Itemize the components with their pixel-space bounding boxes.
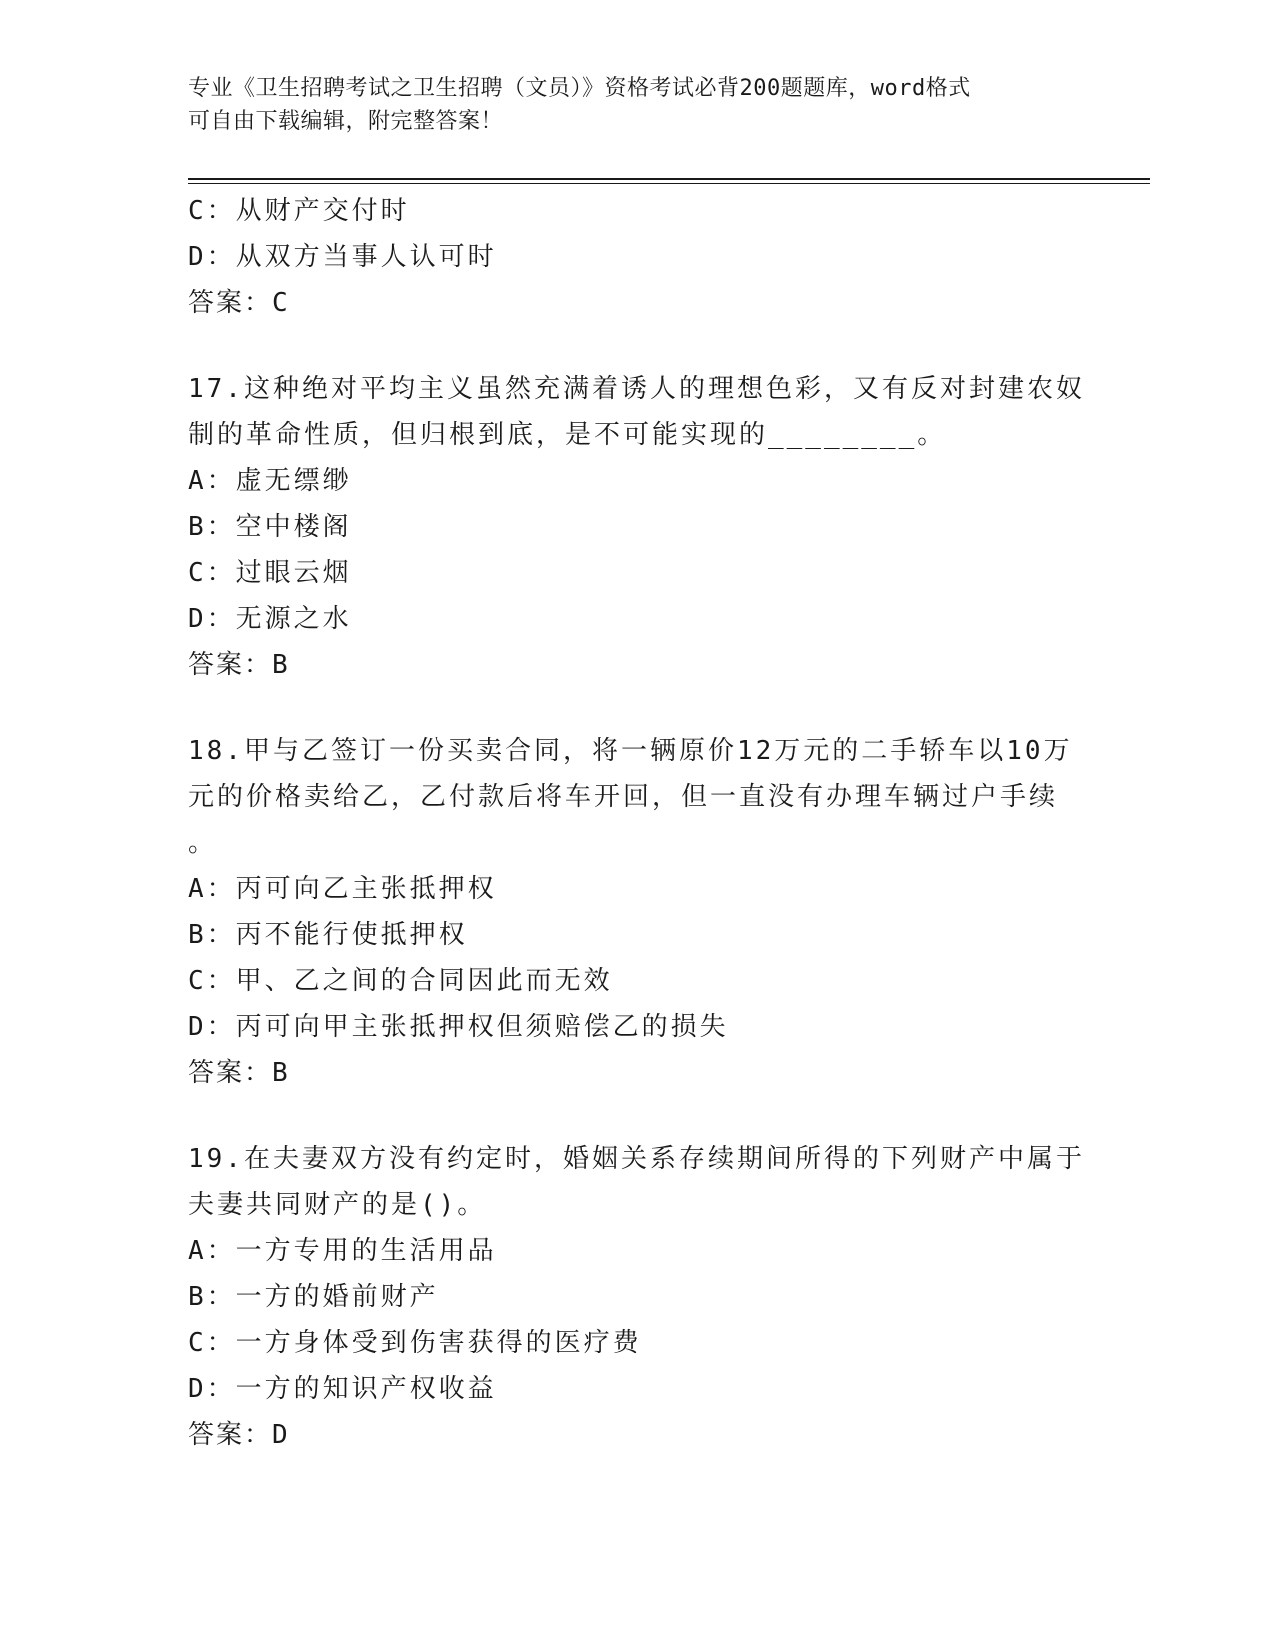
question-list	[188, 188, 1088, 1458]
option-d: D：一方的知识产权收益	[188, 1374, 497, 1404]
answer-label: 答案：C	[188, 288, 290, 318]
answer-label: 答案：B	[188, 650, 290, 680]
answer-label: 答案：B	[188, 1058, 290, 1088]
option-a: A：一方专用的生活用品	[188, 1236, 497, 1266]
option-b: B：空中楼阁	[188, 512, 352, 542]
question-stem	[188, 728, 1088, 866]
option-a: A：虚无缥缈	[188, 466, 352, 496]
stem-line: 18.甲与乙签订一份买卖合同，将一辆原价12万元的二手轿车以10万	[188, 736, 1073, 766]
header-line-2: 可自由下载编辑，附完整答案！	[188, 109, 504, 134]
option-c: C：过眼云烟	[188, 558, 352, 588]
option-b: B：丙不能行使抵押权	[188, 920, 468, 950]
header-divider-thin	[188, 183, 1150, 184]
question-stem	[188, 366, 1088, 458]
question-18	[188, 728, 1088, 1096]
option-c: C：从财产交付时	[188, 196, 410, 226]
option-b: B：一方的婚前财产	[188, 1282, 439, 1312]
option-a: A：丙可向乙主张抵押权	[188, 874, 497, 904]
option-c: C：甲、乙之间的合同因此而无效	[188, 966, 613, 996]
spacer	[188, 326, 1088, 366]
document-header	[188, 72, 1068, 138]
stem-line: 。	[188, 828, 218, 858]
stem-line: 元的价格卖给乙，乙付款后将车开回，但一直没有办理车辆过户手续	[188, 782, 1059, 812]
option-d: D：丙可向甲主张抵押权但须赔偿乙的损失	[188, 1012, 729, 1042]
question-19	[188, 1136, 1088, 1458]
stem-line: 17.这种绝对平均主义虽然充满着诱人的理想色彩，又有反对封建农奴	[188, 374, 1085, 404]
header-line-1: 专业《卫生招聘考试之卫生招聘（文员）》资格考试必背200题题库，word格式	[188, 76, 971, 101]
question-stem	[188, 1136, 1088, 1228]
header-divider-thick	[188, 178, 1150, 180]
question-16-continued	[188, 188, 1088, 326]
option-d: D：从双方当事人认可时	[188, 242, 497, 272]
stem-line: 夫妻共同财产的是()。	[188, 1190, 487, 1220]
spacer	[188, 1096, 1088, 1136]
option-c: C：一方身体受到伤害获得的医疗费	[188, 1328, 642, 1358]
stem-line: 制的革命性质，但归根到底，是不可能实现的________。	[188, 420, 947, 450]
stem-line: 19.在夫妻双方没有约定时，婚姻关系存续期间所得的下列财产中属于	[188, 1144, 1085, 1174]
answer-label: 答案：D	[188, 1420, 290, 1450]
option-d: D：无源之水	[188, 604, 352, 634]
question-17	[188, 366, 1088, 688]
spacer	[188, 688, 1088, 728]
